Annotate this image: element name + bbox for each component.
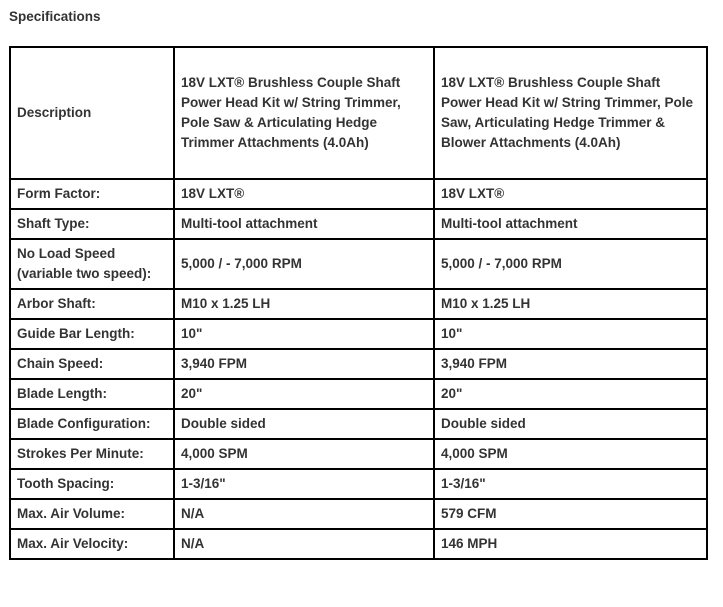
table-row — [10, 209, 707, 239]
page-title: Specifications — [9, 9, 101, 24]
product-1-value: Double sided — [174, 409, 434, 439]
product-2-value: 20" — [434, 379, 707, 409]
product-1-value: M10 x 1.25 LH — [174, 289, 434, 319]
table-row — [10, 319, 707, 349]
product-2-description: 18V LXT® Brushless Couple Shaft Power Head Kit w/ String Trimmer, Pole Saw, Articulating Hedge Trimmer & Blower Attachments (4.0Ah) — [434, 47, 707, 179]
product-1-value: 3,940 FPM — [174, 349, 434, 379]
table-row — [10, 289, 707, 319]
product-1-value: N/A — [174, 529, 434, 559]
specifications-table — [9, 46, 708, 560]
table-row-description — [10, 47, 707, 179]
product-2-value: M10 x 1.25 LH — [434, 289, 707, 319]
product-2-value: 18V LXT® — [434, 179, 707, 209]
table-row — [10, 409, 707, 439]
table-row — [10, 349, 707, 379]
product-1-value: 4,000 SPM — [174, 439, 434, 469]
row-label: Tooth Spacing: — [10, 469, 174, 499]
row-label: No Load Speed (variable two speed): — [10, 239, 174, 289]
table-row — [10, 239, 707, 289]
product-1-value: 5,000 / - 7,000 RPM — [174, 239, 434, 289]
table-row — [10, 179, 707, 209]
row-label: Chain Speed: — [10, 349, 174, 379]
product-2-value: Double sided — [434, 409, 707, 439]
row-label: Guide Bar Length: — [10, 319, 174, 349]
product-1-value: 1-3/16" — [174, 469, 434, 499]
row-label: Shaft Type: — [10, 209, 174, 239]
product-1-value: 10" — [174, 319, 434, 349]
product-1-value: 18V LXT® — [174, 179, 434, 209]
product-2-value: Multi-tool attachment — [434, 209, 707, 239]
product-2-value: 10" — [434, 319, 707, 349]
product-2-value: 1-3/16" — [434, 469, 707, 499]
product-2-value: 5,000 / - 7,000 RPM — [434, 239, 707, 289]
row-label: Form Factor: — [10, 179, 174, 209]
product-2-value: 146 MPH — [434, 529, 707, 559]
product-2-value: 579 CFM — [434, 499, 707, 529]
table-row — [10, 469, 707, 499]
table-row — [10, 439, 707, 469]
row-label: Blade Length: — [10, 379, 174, 409]
row-label: Max. Air Velocity: — [10, 529, 174, 559]
product-1-description: 18V LXT® Brushless Couple Shaft Power Head Kit w/ String Trimmer, Pole Saw & Articulating Hedge Trimmer Attachments (4.0Ah) — [174, 47, 434, 179]
table-row — [10, 379, 707, 409]
product-1-value: 20" — [174, 379, 434, 409]
table-row — [10, 529, 707, 559]
row-label: Max. Air Volume: — [10, 499, 174, 529]
product-2-value: 4,000 SPM — [434, 439, 707, 469]
product-2-value: 3,940 FPM — [434, 349, 707, 379]
row-label: Arbor Shaft: — [10, 289, 174, 319]
row-label: Blade Configuration: — [10, 409, 174, 439]
table-row — [10, 499, 707, 529]
product-1-value: Multi-tool attachment — [174, 209, 434, 239]
row-label: Description — [10, 47, 174, 179]
product-1-value: N/A — [174, 499, 434, 529]
row-label: Strokes Per Minute: — [10, 439, 174, 469]
